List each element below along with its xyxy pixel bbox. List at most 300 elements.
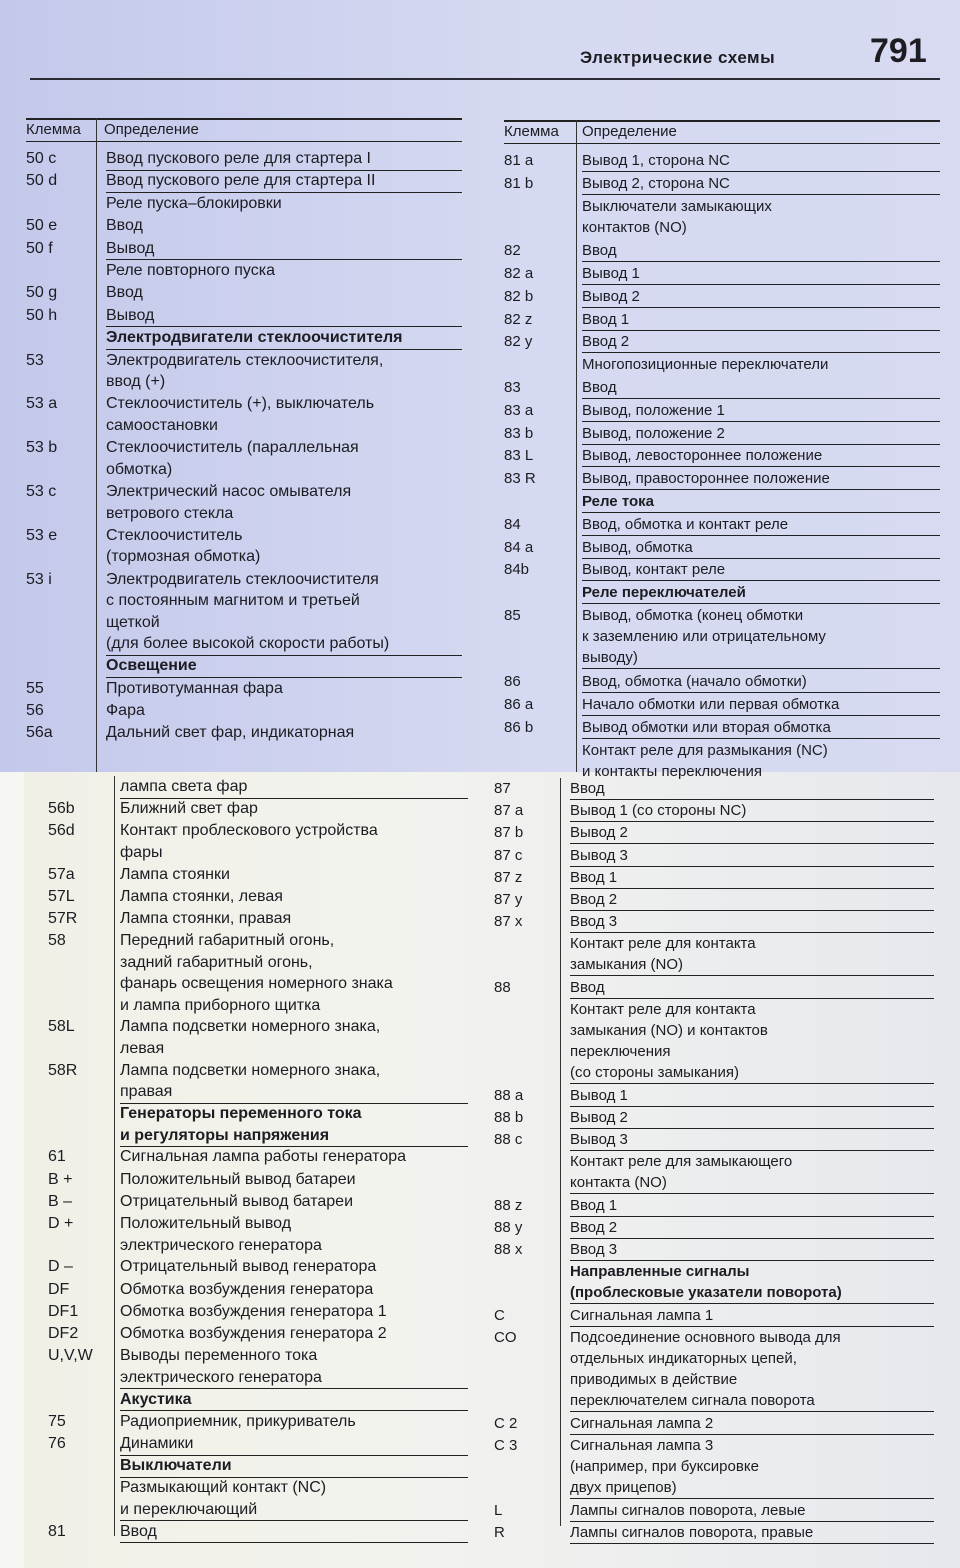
section-heading <box>582 582 940 604</box>
definition-line: Обмотка возбуждения генератора <box>120 1280 374 1298</box>
table-row <box>494 889 934 910</box>
terminal-code: 84 <box>504 515 521 533</box>
terminal-code: 88 y <box>494 1219 523 1236</box>
definition-line: Ввод 2 <box>570 1219 618 1236</box>
terminal-definition <box>106 393 374 436</box>
terminal-definition <box>570 845 934 867</box>
terminal-code: 81 b <box>504 174 534 192</box>
table-row <box>504 514 940 536</box>
table-row <box>494 1413 934 1434</box>
section-heading-row <box>494 1261 934 1303</box>
terminal-definition <box>582 173 940 195</box>
terminal-definition <box>120 1521 468 1544</box>
header-rule <box>30 78 940 80</box>
definition-line: Дальний свет фар, индикаторная <box>106 724 355 742</box>
table-row <box>504 240 940 262</box>
header-definition: Определение <box>104 121 199 138</box>
terminal-code: 50 c <box>26 150 57 167</box>
terminal-definition <box>582 671 940 693</box>
section-heading-row <box>48 1389 468 1410</box>
terminal-definition <box>582 150 940 172</box>
terminal-definition <box>570 1151 934 1194</box>
terminal-definition <box>120 908 291 930</box>
table-header <box>504 120 940 144</box>
definition-line: (проблесковые указатели поворота) <box>570 1284 842 1302</box>
table-row <box>504 740 940 784</box>
terminal-definition <box>582 354 828 375</box>
terminal-code: 84b <box>504 561 530 579</box>
terminal-code: 53 b <box>26 439 58 457</box>
terminal-code: 83 b <box>504 424 534 442</box>
table-row <box>494 999 934 1084</box>
table-row <box>494 1195 934 1216</box>
terminal-definition <box>570 933 934 976</box>
terminal-definition <box>120 798 258 820</box>
definition-line: Вывод, обмотка <box>582 538 693 556</box>
terminal-code: 83 L <box>504 447 534 465</box>
terminal-code: 58L <box>48 1018 75 1036</box>
definition-line: ветрового стекла <box>106 504 234 522</box>
terminal-code: 50 e <box>26 217 58 235</box>
terminal-definition <box>120 820 378 863</box>
definition-line: (со стороны замыкания) <box>570 1064 739 1081</box>
definition-line: Размыкающий контакт (NC) <box>120 1479 327 1497</box>
terminal-code: 61 <box>48 1148 66 1166</box>
definition-line: Лампа подсветки номерного знака, <box>120 1018 381 1036</box>
terminal-definition <box>120 776 468 799</box>
definition-line: выводу) <box>582 649 638 666</box>
terminal-definition <box>582 537 940 559</box>
definition-line: Ввод 1 <box>582 310 630 328</box>
table-row <box>26 678 462 699</box>
terminal-code: 87 z <box>494 868 523 886</box>
terminal-definition <box>570 1327 934 1412</box>
terminal-definition <box>106 700 145 722</box>
page-number: 791 <box>870 32 927 70</box>
definition-line: Электрический насос омывателя <box>106 483 352 500</box>
terminal-definition <box>582 377 940 399</box>
table-row <box>504 196 940 240</box>
table-row <box>48 1256 468 1277</box>
terminal-definition <box>582 240 940 262</box>
table-row <box>494 822 934 843</box>
table-row <box>494 1217 934 1238</box>
table-row <box>26 722 462 743</box>
terminal-definition <box>106 481 351 524</box>
table-row <box>504 694 940 716</box>
table-row <box>48 1345 468 1387</box>
terminal-definition <box>120 1411 356 1433</box>
terminal-definition <box>582 468 940 490</box>
definition-line: Вывод 1 <box>570 1086 628 1104</box>
table-row <box>504 286 940 308</box>
terminal-definition <box>570 999 934 1084</box>
table-row <box>494 800 934 821</box>
terminal-definition <box>582 717 940 739</box>
definition-line: Выключатели замыкающих <box>582 197 772 215</box>
definition-line: (тормозная обмотка) <box>106 548 261 566</box>
terminal-definition <box>120 1146 406 1168</box>
definition-line: Ввод <box>106 284 143 302</box>
terminal-definition <box>570 1305 934 1327</box>
definition-line: фары <box>120 843 163 861</box>
terminal-definition <box>582 400 940 422</box>
definition-line: Многопозиционные переключатели <box>582 356 829 374</box>
table-row <box>48 1060 468 1102</box>
terminal-code: 53 a <box>26 395 58 413</box>
table-header <box>26 118 462 142</box>
terminal-definition <box>582 445 940 467</box>
terminal-code: C <box>494 1306 505 1324</box>
section-heading-row <box>504 491 940 513</box>
terminal-definition <box>106 569 462 656</box>
definition-line: Вывод, правостороннее положение <box>582 470 830 488</box>
terminal-code: 88 a <box>494 1086 524 1104</box>
terminal-definition <box>570 1500 934 1522</box>
table-row <box>26 148 462 169</box>
definition-line: и регуляторы напряжения <box>120 1126 330 1144</box>
definition-line: Отрицательный вывод генератора <box>120 1258 377 1276</box>
terminal-code: 82 a <box>504 265 534 282</box>
table-row <box>494 1129 934 1150</box>
table-row <box>48 1323 468 1344</box>
definition-line: Лампы сигналов поворота, левые <box>570 1501 806 1519</box>
terminal-code: 50 f <box>26 239 53 257</box>
header-definition: Определение <box>582 123 677 140</box>
table-row <box>494 933 934 975</box>
table-row <box>48 1411 468 1432</box>
section-heading <box>120 1455 468 1478</box>
table-row <box>26 481 462 524</box>
terminal-definition <box>570 911 934 933</box>
terminal-definition <box>582 286 940 308</box>
table-row <box>48 1213 468 1255</box>
definition-line: Ввод, обмотка и контакт реле <box>582 515 789 533</box>
terminal-definition <box>570 889 934 911</box>
table-row <box>494 1151 934 1193</box>
definition-line: Ввод пускового реле для стартера I <box>106 150 371 167</box>
definition-line: Вывод <box>106 306 155 324</box>
definition-line: Лампа стоянки, левая <box>120 888 283 905</box>
definition-line: и контакты переключения <box>582 762 762 780</box>
table-row <box>504 354 940 376</box>
definition-line: Ввод 2 <box>570 891 618 908</box>
terminal-code: 50 g <box>26 284 58 302</box>
definition-line: Контакт реле для замыкающего <box>570 1153 793 1171</box>
section-heading-row <box>48 1103 468 1145</box>
definition-line: Динамики <box>120 1435 194 1452</box>
terminal-definition <box>582 605 940 669</box>
terminal-definition <box>120 1016 380 1059</box>
definition-line: Ближний свет фар <box>120 800 258 818</box>
table-row <box>504 400 940 422</box>
definition-line: Вывод, положение 1 <box>582 401 725 419</box>
definition-line: щеткой <box>106 613 160 631</box>
table-row <box>494 1327 934 1412</box>
definition-line: к заземлению или отрицательному <box>582 628 826 645</box>
terminal-definition <box>106 215 143 237</box>
definition-line: Ввод 1 <box>570 1196 618 1214</box>
table-row <box>494 845 934 866</box>
definition-line: переключателем сигнала поворота <box>570 1392 815 1409</box>
definition-line: Выводы переменного тока <box>120 1347 318 1365</box>
definition-line: Положительный вывод <box>120 1215 292 1232</box>
terminal-code: 57R <box>48 910 78 928</box>
table-bottom-right <box>494 778 934 1541</box>
table-row <box>48 1477 468 1519</box>
terminal-code: 57L <box>48 888 75 905</box>
terminal-definition <box>582 196 772 238</box>
table-row <box>48 908 468 929</box>
terminal-code: DF2 <box>48 1325 79 1342</box>
terminal-definition <box>120 1169 356 1191</box>
terminal-code: 53 e <box>26 526 58 544</box>
table-row <box>26 260 462 281</box>
terminal-definition <box>106 722 354 744</box>
definition-line: Сигнальная лампа 1 <box>570 1306 714 1324</box>
definition-line: Ввод <box>570 978 605 996</box>
table-row <box>48 1521 468 1542</box>
terminal-code: U,V,W <box>48 1347 93 1365</box>
definition-line: Ввод <box>570 780 605 797</box>
terminal-code: 87 y <box>494 891 523 908</box>
terminal-code: 84 a <box>504 538 534 556</box>
table-row <box>26 238 462 259</box>
definition-line: ввод (+) <box>106 373 166 391</box>
table-row <box>26 215 462 236</box>
definition-line: контакта (NO) <box>570 1174 667 1192</box>
definition-line: Реле повторного пуска <box>106 262 275 279</box>
table-row <box>48 798 468 819</box>
definition-line: Ввод <box>120 1522 157 1540</box>
table-row <box>494 778 934 799</box>
definition-line: замыкания (NO) <box>570 956 683 974</box>
definition-line: Выключатели <box>120 1457 232 1475</box>
table-row <box>48 864 468 885</box>
section-heading-row <box>26 655 462 676</box>
table-row <box>504 150 940 172</box>
terminal-definition <box>582 694 940 716</box>
terminal-definition <box>120 864 230 886</box>
definition-line: Электродвигатель стеклоочистителя, <box>106 351 384 369</box>
section-heading-row <box>48 1455 468 1476</box>
definition-line: Лампы сигналов поворота, правые <box>570 1523 814 1541</box>
definition-line: приводимых в действие <box>570 1371 738 1388</box>
definition-line: Лампа стоянки, правая <box>120 910 292 928</box>
definition-line: Электродвигатели стеклоочистителя <box>106 329 403 347</box>
terminal-code: 56 <box>26 702 44 719</box>
table-row <box>504 423 940 445</box>
definition-line: Вывод <box>106 239 155 257</box>
table-row <box>48 820 468 862</box>
terminal-code: 81 <box>48 1522 66 1540</box>
definition-line: Направленные сигналы <box>570 1263 750 1281</box>
table-row <box>494 1239 934 1260</box>
table-top-left <box>26 118 462 772</box>
terminal-definition <box>582 263 940 285</box>
definition-line: Обмотка возбуждения генератора 2 <box>120 1325 387 1342</box>
terminal-code: 83 <box>504 379 521 396</box>
terminal-code: 53 <box>26 351 44 369</box>
definition-line: Генераторы переменного тока <box>120 1105 362 1122</box>
terminal-code: 75 <box>48 1412 66 1430</box>
table-row <box>48 1169 468 1190</box>
table-row <box>26 569 462 655</box>
terminal-code: DF1 <box>48 1302 79 1320</box>
terminal-definition <box>570 1217 934 1239</box>
definition-line: Обмотка возбуждения генератора 1 <box>120 1302 387 1320</box>
definition-line: Электродвигатель стеклоочистителя <box>106 570 379 588</box>
definition-line: Вывод 2, сторона NC <box>582 174 730 192</box>
definition-line: Сигнальная лампа работы генератора <box>120 1148 407 1166</box>
terminal-code: 83 a <box>504 401 534 419</box>
terminal-definition <box>120 1323 387 1345</box>
definition-line: Вывод, левостороннее положение <box>582 447 823 465</box>
table-row <box>504 717 940 739</box>
terminal-code: 82 y <box>504 333 533 351</box>
terminal-code: 86 <box>504 673 521 691</box>
table-row <box>48 1146 468 1167</box>
definition-line: и переключающий <box>120 1500 258 1518</box>
terminal-definition <box>106 350 383 393</box>
terminal-code: 57a <box>48 865 75 883</box>
terminal-definition <box>120 1433 468 1456</box>
table-bottom-left <box>48 776 468 1540</box>
terminal-definition <box>106 260 275 282</box>
definition-line: электрического генератора <box>120 1368 322 1386</box>
definition-line: (например, при буксировке <box>570 1458 759 1475</box>
terminal-code: 82 z <box>504 310 533 328</box>
terminal-definition <box>570 1129 934 1151</box>
terminal-code: 55 <box>26 679 44 697</box>
table-row <box>26 437 462 480</box>
definition-line: Вывод 1 <box>582 265 640 282</box>
table-row <box>48 776 468 797</box>
definition-line: левая <box>120 1039 165 1057</box>
definition-line: Ввод 1 <box>570 868 618 886</box>
terminal-definition <box>570 1239 934 1261</box>
terminal-definition <box>570 778 934 800</box>
terminal-definition <box>570 1107 934 1129</box>
definition-line: обмотка) <box>106 460 173 478</box>
definition-line: контактов (NO) <box>582 218 687 236</box>
table-row <box>494 911 934 932</box>
table-row <box>504 445 940 467</box>
table-row <box>48 930 468 1015</box>
definition-line: Противотуманная фара <box>106 679 283 697</box>
header-terminal: Клемма <box>504 123 559 140</box>
terminal-code: 85 <box>504 607 521 624</box>
definition-line: фанарь освещения номерного знака <box>120 975 393 993</box>
section-title: Электрические схемы <box>580 48 776 67</box>
terminal-code: 87 b <box>494 824 524 842</box>
terminal-definition <box>570 1085 934 1107</box>
terminal-code: 88 c <box>494 1131 523 1149</box>
table-row <box>48 886 468 907</box>
definition-line: самоостановки <box>106 416 218 434</box>
terminal-definition <box>106 193 282 215</box>
terminal-code: 87 c <box>494 846 523 864</box>
table-row <box>26 170 462 191</box>
terminal-code: 53 c <box>26 483 57 500</box>
table-row <box>48 1301 468 1322</box>
table-row <box>26 193 462 214</box>
terminal-code: CO <box>494 1329 517 1346</box>
terminal-definition <box>120 1256 376 1278</box>
definition-line: Контакт проблескового устройства <box>120 822 378 840</box>
definition-line: отдельных индикаторных цепей, <box>570 1350 797 1367</box>
table-row <box>504 309 940 331</box>
definition-line: лампа света фар <box>120 778 248 795</box>
definition-line: Подсоединение основного вывода для <box>570 1329 841 1346</box>
definition-line: Положительный вывод батареи <box>120 1170 356 1188</box>
definition-line: с постоянным магнитом и третьей <box>106 592 360 610</box>
terminal-code: 56b <box>48 800 75 818</box>
terminal-code: 56a <box>26 724 53 742</box>
header-terminal: Клемма <box>26 121 81 138</box>
terminal-definition <box>120 1213 322 1256</box>
definition-line: двух прицепов) <box>570 1479 677 1496</box>
terminal-definition <box>106 525 260 568</box>
table-row <box>504 537 940 559</box>
terminal-definition <box>570 977 934 999</box>
terminal-definition <box>106 437 359 480</box>
terminal-code: 58R <box>48 1061 78 1079</box>
terminal-code: D + <box>48 1215 74 1232</box>
definition-line: Ввод, обмотка (начало обмотки) <box>582 673 807 691</box>
terminal-definition <box>106 170 462 193</box>
section-heading-row <box>26 327 462 348</box>
definition-line: Ввод <box>582 379 617 396</box>
definition-line: замыкания (NO) и контактов <box>570 1022 768 1039</box>
terminal-definition <box>582 559 940 581</box>
section-heading <box>120 1103 468 1147</box>
table-row <box>494 1085 934 1106</box>
terminal-code: 87 x <box>494 913 523 931</box>
terminal-code: L <box>494 1501 503 1519</box>
definition-line: Сигнальная лампа 2 <box>570 1414 714 1432</box>
definition-line: Вывод 2 <box>570 824 628 842</box>
definition-line: правая <box>120 1083 173 1101</box>
terminal-code: 88 x <box>494 1241 523 1259</box>
definition-line: Реле тока <box>582 493 654 510</box>
table-row <box>48 1016 468 1058</box>
terminal-definition <box>120 1279 373 1301</box>
definition-line: Стеклоочиститель (параллельная <box>106 439 359 457</box>
section-heading <box>106 655 462 678</box>
terminal-definition <box>106 678 283 700</box>
definition-line: Стеклоочиститель <box>106 526 243 544</box>
table-row <box>504 559 940 581</box>
table-row <box>494 977 934 998</box>
definition-line: Освещение <box>106 657 197 675</box>
section-heading <box>120 1389 468 1412</box>
definition-line: Реле пуска–блокировки <box>106 194 282 212</box>
table-row <box>494 1500 934 1521</box>
definition-line: Ввод 3 <box>570 913 618 931</box>
definition-line: Вывод, обмотка (конец обмотки <box>582 607 804 624</box>
terminal-definition <box>120 1301 387 1323</box>
page-header <box>0 30 960 80</box>
definition-line: (для более высокой скорости работы) <box>106 635 390 653</box>
definition-line: Вывод 1, сторона NC <box>582 152 730 169</box>
terminal-definition <box>570 800 934 822</box>
terminal-code: 82 b <box>504 287 534 305</box>
table-row <box>494 867 934 888</box>
definition-line: Радиоприемник, прикуриватель <box>120 1412 356 1430</box>
terminal-code: 86 b <box>504 719 534 736</box>
terminal-definition <box>120 886 283 908</box>
